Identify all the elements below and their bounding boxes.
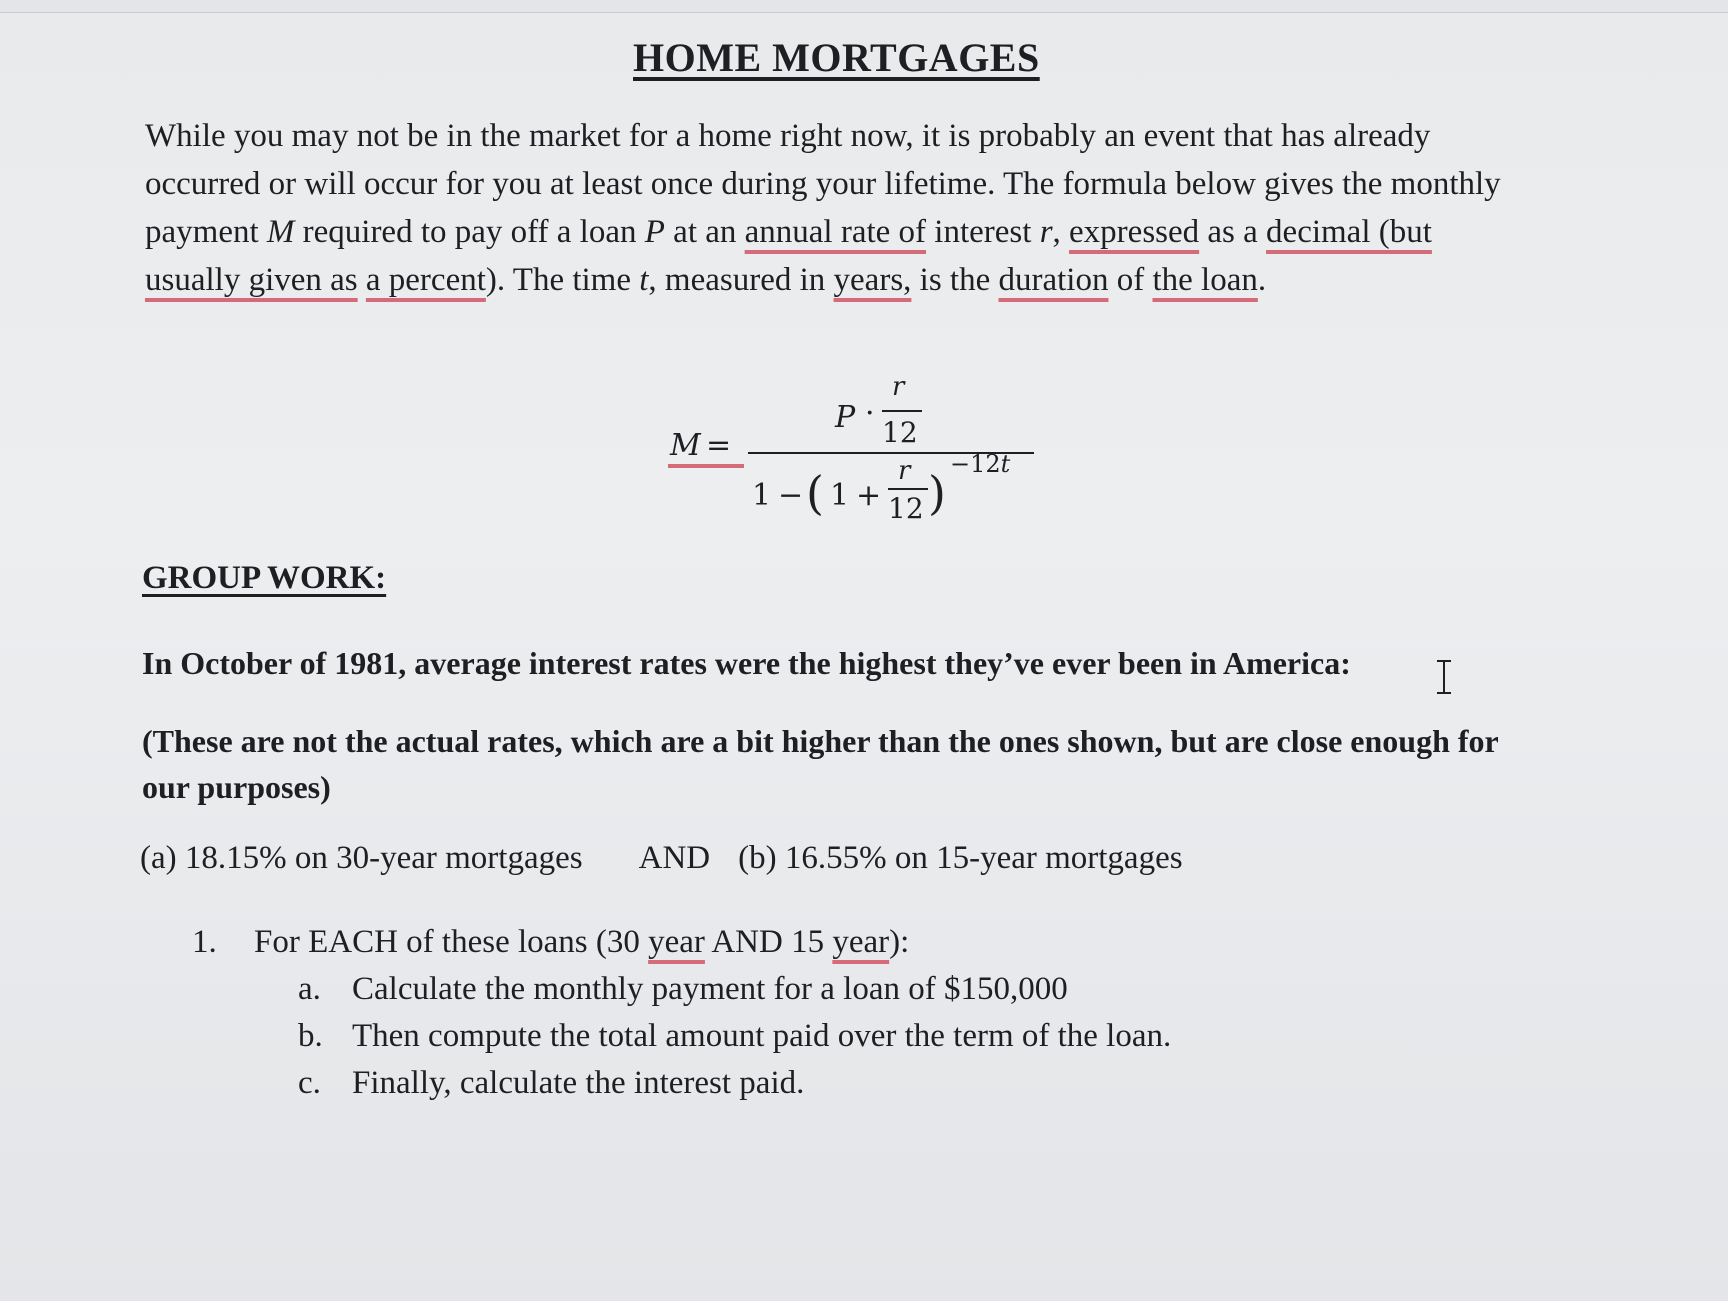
formula-left-paren: ( xyxy=(806,466,824,520)
formula-numerator-fraction-bar xyxy=(882,410,922,412)
formula-denominator-12: 12 xyxy=(888,492,924,525)
grammar-flag-years[interactable]: years, xyxy=(833,262,912,298)
formula-denominator-r: r xyxy=(898,456,911,486)
formula-numerator-p: P xyxy=(835,400,856,435)
task-number: 1. xyxy=(192,924,217,960)
grammar-flag-duration[interactable]: duration xyxy=(998,262,1109,298)
grammar-flag-year-15[interactable]: year xyxy=(832,924,890,960)
formula-denominator-minus: − xyxy=(778,478,804,513)
grammar-flag-decimal[interactable]: decimal (but xyxy=(1266,214,1432,250)
text-cursor-icon xyxy=(1443,660,1445,694)
formula-lhs-m: M xyxy=(670,428,701,463)
formula-right-paren: ) xyxy=(928,466,946,520)
formula-numerator-r: r xyxy=(892,372,905,402)
grammar-flag-annual-rate[interactable]: annual rate of xyxy=(744,214,927,250)
variable-p: P xyxy=(644,214,665,250)
option-a: (a) 18.15% on 30-year mortgages xyxy=(140,840,583,876)
grammar-flag-usually-given[interactable]: usually given as xyxy=(145,262,358,298)
formula-denominator-fraction-bar xyxy=(888,488,928,490)
formula-numerator-12: 12 xyxy=(882,416,918,449)
options-and: AND xyxy=(638,840,711,876)
group-work-heading: GROUP WORK: xyxy=(142,560,387,596)
formula-denominator-1b: 1 xyxy=(830,478,850,513)
intro-paragraph: While you may not be in the market for a home right now, it is probably an event that has already occurred or will occur for you at least once during your lifetime. The formula below gives the monthly payment M required to pay off a loan P at an annual rate of interest r, expressed as a decimal (but usually given as a percent). The time t, measured in years, is the duration of the loan. xyxy=(145,118,1501,298)
grammar-flag-year-30[interactable]: year xyxy=(648,924,705,960)
rates-note: (These are not the actual rates, which are a bit higher than the ones shown, but are close enough for our purposes) xyxy=(142,723,1499,805)
grammar-flag-formula xyxy=(668,464,744,468)
variable-r: r xyxy=(1039,214,1053,250)
task-list xyxy=(192,918,1171,1107)
ruler-strip xyxy=(0,0,1728,13)
sub-task-a: a. Calculate the monthly payment for a loan of $150,000 xyxy=(298,971,1068,1007)
grammar-flag-a-percent[interactable]: a percent xyxy=(365,262,486,298)
formula-exponent: −12t xyxy=(950,450,1011,478)
sub-task-c: c. Finally, calculate the interest paid. xyxy=(298,1065,805,1101)
formula-numerator-dot: · xyxy=(865,396,875,431)
mortgage-formula xyxy=(660,372,1040,540)
variable-m: M xyxy=(266,214,295,250)
task-item-1: 1. For EACH of these loans (30 year AND 15 year): a. Calculate the monthly payment for a loan of $150,000 b. Then compute the total amount paid over the term of the loan. c. Finally, calculate the interest paid. xyxy=(192,918,1171,1107)
formula-denominator-plus: + xyxy=(856,478,882,513)
variable-t: t xyxy=(639,262,649,298)
document-title: HOME MORTGAGES xyxy=(633,35,1040,80)
grammar-flag-the-loan[interactable]: the loan xyxy=(1152,262,1258,298)
sub-task-b: b. Then compute the total amount paid over the term of the loan. xyxy=(298,1018,1172,1054)
grammar-flag-expressed[interactable]: expressed xyxy=(1069,214,1200,250)
sub-task-list xyxy=(192,966,1171,1107)
formula-equals: = xyxy=(706,428,732,463)
october-1981-statement: In October of 1981, average interest rates were the highest they’ve ever been in America: xyxy=(142,645,1351,681)
formula-denominator-1: 1 xyxy=(752,478,772,513)
option-b: (b) 16.55% on 15-year mortgages xyxy=(738,840,1183,876)
mortgage-options xyxy=(140,840,1183,877)
